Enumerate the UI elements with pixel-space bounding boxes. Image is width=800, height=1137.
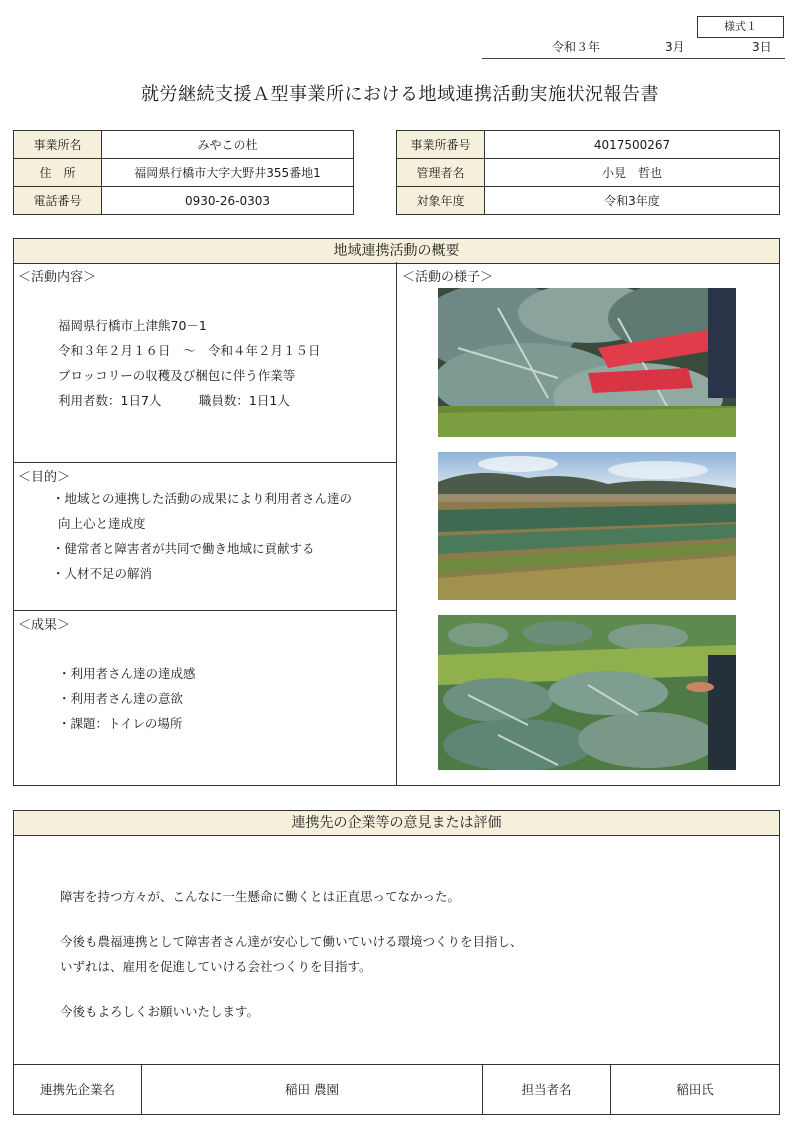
date-underline (482, 58, 785, 59)
result-item: ・利用者さん達の達成感 (58, 666, 196, 681)
info-row-number (397, 131, 780, 159)
facility-info-table (13, 130, 354, 215)
fiscal-year-label: 対象年度 (397, 187, 485, 215)
info-row-year (397, 187, 780, 215)
facility-number-label: 事業所番号 (397, 131, 485, 159)
purpose-item: 向上心と達成度 (58, 516, 146, 531)
result-item: ・課題：トイレの場所 (58, 716, 183, 731)
partner-company-value: 稲田 農園 (285, 1082, 339, 1097)
manager-label: 管理者名 (397, 159, 485, 187)
phone-value: 0930-26-0303 (102, 187, 354, 215)
photos-label: ＜活動の様子＞ (402, 270, 494, 285)
purpose-item: ・健常者と障害者が共同で働き地域に貢献する (52, 541, 315, 556)
address-value: 福岡県行橋市大字大野井355番地1 (102, 159, 354, 187)
form-number-tag: 様式１ (697, 16, 784, 38)
facility-meta-table (396, 130, 780, 215)
purpose-divider (13, 462, 397, 463)
result-item: ・利用者さん達の意欲 (58, 691, 184, 706)
evaluation-footer-divider (13, 1064, 780, 1065)
overview-divider (396, 262, 397, 786)
info-row-address (14, 159, 354, 187)
date-day: 3日 (752, 40, 772, 54)
facility-name-value: みやこの杜 (102, 131, 354, 159)
contact-person-label: 担当者名 (521, 1082, 572, 1097)
activity-label: ＜活動内容＞ (18, 270, 97, 285)
purpose-item: ・人材不足の解消 (52, 566, 153, 581)
evaluation-line: 今後も農福連携として障害者さん達が安心して働いていける環境つくりを目指し、 (60, 934, 523, 949)
evaluation-line: 障害を持つ方々が、こんなに一生懸命に働くとは正直思ってなかった。 (60, 889, 461, 904)
facility-name-label: 事業所名 (14, 131, 102, 159)
activity-details (58, 313, 388, 413)
date-month: 3月 (665, 40, 685, 54)
evaluation-line: 今後もよろしくお願いいたします。 (60, 1004, 260, 1019)
purpose-list (52, 486, 392, 586)
activity-location: 福岡県行橋市上津熊70－1 (58, 318, 207, 333)
activity-photo-rows (438, 615, 736, 770)
phone-label: 電話番号 (14, 187, 102, 215)
activity-photo-harvest (438, 288, 736, 437)
results-label: ＜成果＞ (18, 618, 71, 633)
info-row-manager (397, 159, 780, 187)
info-row-phone (14, 187, 354, 215)
evaluation-comment (60, 884, 760, 1024)
contact-person-value: 稲田氏 (676, 1082, 714, 1097)
purpose-label: ＜目的＞ (18, 470, 71, 485)
activity-staffing: 利用者数：1日7人 職員数：1日1人 (58, 393, 290, 408)
overview-header: 地域連携活動の概要 (14, 239, 779, 264)
purpose-item: ・地域との連携した活動の成果により利用者さん達の (52, 491, 353, 506)
activity-period: 令和３年２月１６日 ～ 令和４年２月１５日 (58, 343, 321, 358)
activity-photo-field (438, 452, 736, 600)
date-year: 令和３年 (552, 40, 601, 54)
activity-work: ブロッコリーの収穫及び梱包に伴う作業等 (58, 368, 296, 383)
evaluation-line: いずれは、雇用を促進していける会社つくりを目指す。 (60, 959, 372, 974)
fiscal-year-value: 令和3年度 (485, 187, 780, 215)
partner-company-label: 連携先企業名 (39, 1082, 115, 1097)
results-divider (13, 610, 397, 611)
info-row-name (14, 131, 354, 159)
evaluation-header: 連携先の企業等の意見または評価 (14, 811, 779, 836)
report-title: 就労継続支援Ａ型事業所における地域連携活動実施状況報告書 (141, 84, 659, 105)
results-list (58, 661, 388, 736)
facility-number-value: 4017500267 (485, 131, 780, 159)
address-label: 住 所 (14, 159, 102, 187)
manager-value: 小見 哲也 (485, 159, 780, 187)
